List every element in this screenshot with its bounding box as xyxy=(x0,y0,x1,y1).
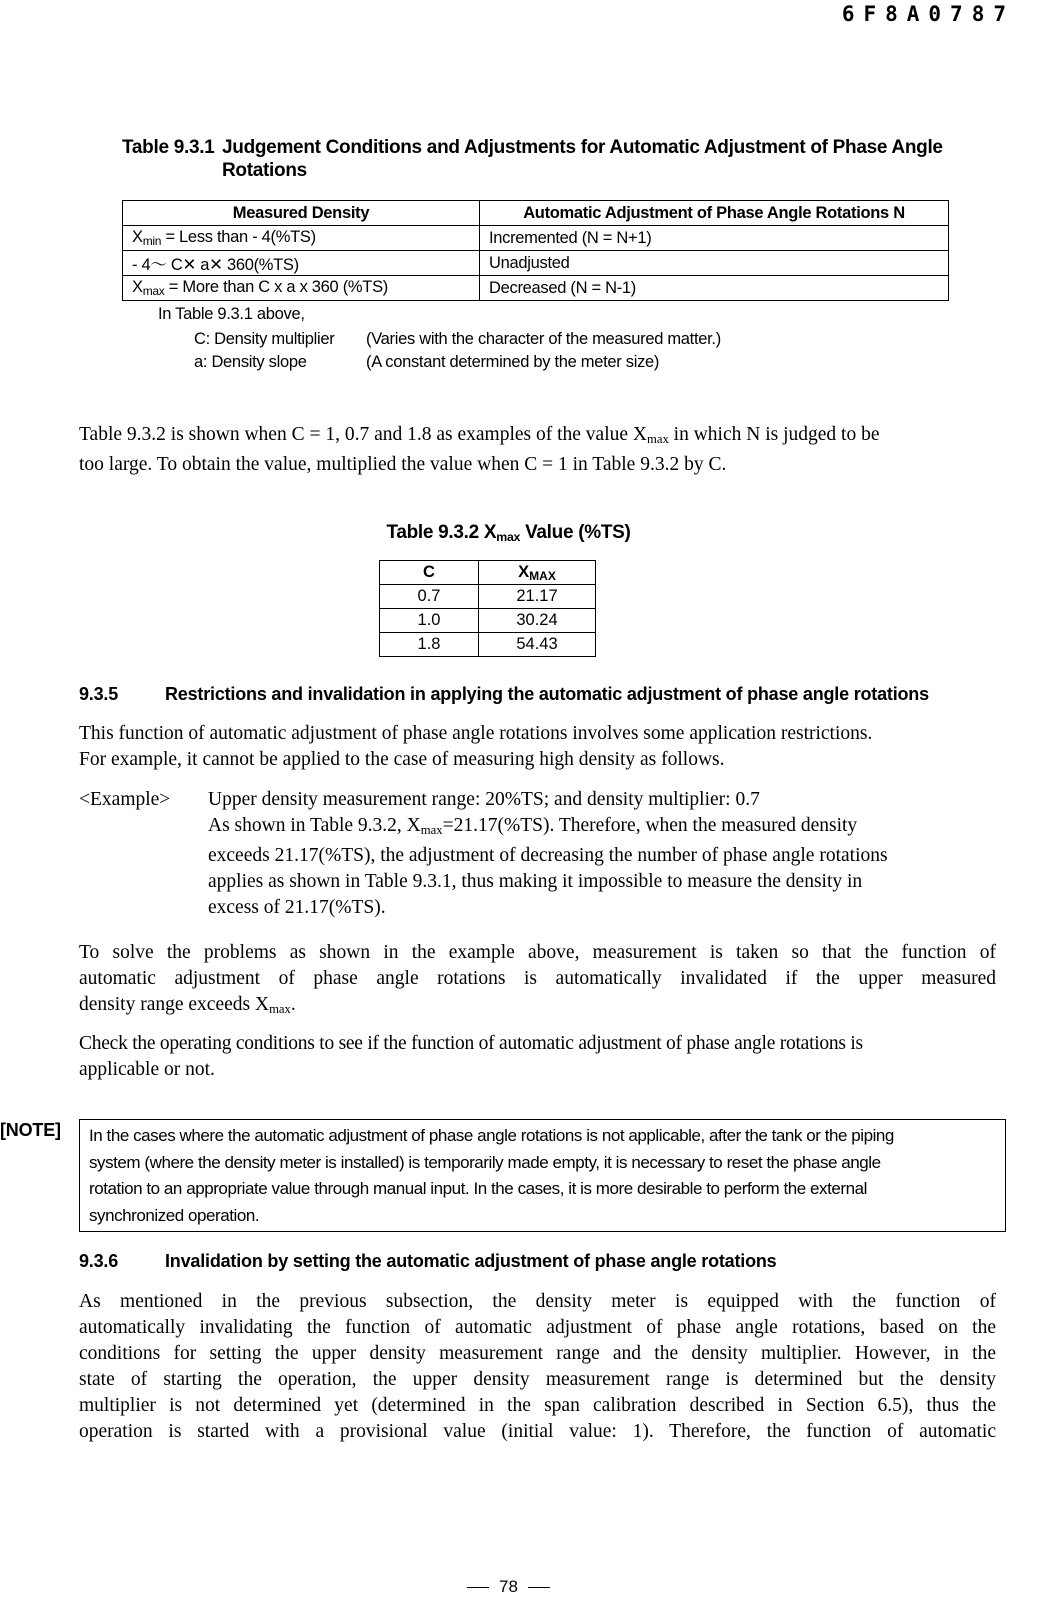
xmax-value: 54.43 xyxy=(479,633,596,657)
table-9-3-1-caption xyxy=(122,137,943,182)
col-header-c: C xyxy=(380,561,479,585)
table-title-line2: Rotations xyxy=(222,160,307,181)
density-cell: - 4～ C✕ a✕ 360(%TS) xyxy=(123,251,480,276)
note-line: system (where the density meter is installed) is temporarily made empty, it is necessary to reset the phase angle xyxy=(89,1152,881,1172)
adjustment-cell: Incremented (N = N+1) xyxy=(480,226,949,251)
note-box xyxy=(79,1119,1006,1232)
table-row xyxy=(380,585,596,609)
table-9-3-2 xyxy=(379,560,596,657)
example-text: Upper density measurement range: 20%TS; and density multiplier: 0.7 As shown in Table 9.3.2, $X_{max}=21.17(\%TS)$. Therefore, when the measured density exceeds 21.17(%TS), the adjustment of decreasing the number of phase angle rotations applies as shown in Table 9.3.1, thus making it impossible to measure the density in excess of 21.17(%TS). xyxy=(208,789,888,918)
table-note-a: a: Density slope (A constant determined by the meter size) xyxy=(194,353,660,371)
intro-paragraph: Table 9.3.2 is shown when C = 1, 0.7 and 1.8 as examples of the value $X_{max}$ in which N is judged to be too large. To obtain the value, multiplied the value when C = 1 in Table 9.3.2 by C. xyxy=(79,424,880,475)
section-9-3-5-paragraph-3: Check the operating conditions to see if the function of automatic adjustment of phase angle rotations is applicable or not. xyxy=(79,1033,863,1080)
c-value: 1.8 xyxy=(380,633,479,657)
table-row xyxy=(123,251,949,276)
table-row xyxy=(123,276,949,301)
note-line: In the cases where the automatic adjustment of phase angle rotations is not applicable, after the tank or the piping xyxy=(89,1126,894,1145)
note-line: synchronized operation. xyxy=(89,1205,260,1225)
page-number-footer xyxy=(0,1577,1017,1597)
example-label: <Example> xyxy=(79,789,171,810)
table-notes-intro: In Table 9.3.1 above, xyxy=(158,305,305,323)
table-title-line1: Judgement Conditions and Adjustments for Automatic Adjustment of Phase Angle xyxy=(222,137,943,158)
table-label: Table 9.3.1 xyxy=(122,137,215,158)
section-9-3-5-paragraph-1: This function of automatic adjustment of phase angle rotations involves some application restrictions. For example, it cannot be applied to the case of measuring high density as follows. xyxy=(79,723,873,770)
section-number: 9.3.6 xyxy=(79,1251,119,1271)
table-9-3-1 xyxy=(122,200,949,301)
adjustment-cell: Decreased (N = N-1) xyxy=(480,276,949,301)
col-header-measured-density: Measured Density xyxy=(123,201,480,226)
section-number: 9.3.5 xyxy=(79,684,119,704)
document-number: 6F8A0787 xyxy=(841,2,1015,26)
density-cell: Xmax = More than C x a x 360 (%TS) xyxy=(123,276,480,301)
c-value: 0.7 xyxy=(380,585,479,609)
table-row xyxy=(123,226,949,251)
table-note-c: C: Density multiplier (Varies with the character of the measured matter.) xyxy=(194,330,721,348)
section-9-3-5-paragraph-2: To solve the problems as shown in the example above, measurement is taken so that the function of automatic adjustment of phase angle rotations is automatically invalidated if the upper measured density range exceeds $X_{max}$. xyxy=(79,942,996,1016)
col-header-adjustment: Automatic Adjustment of Phase Angle Rotations N xyxy=(480,201,949,226)
c-value: 1.0 xyxy=(380,609,479,633)
section-9-3-5-heading xyxy=(79,684,929,705)
note-line: rotation to an appropriate value through manual input. In the cases, it is more desirable to perform the external xyxy=(89,1179,867,1198)
section-9-3-6-paragraph: As mentioned in the previous subsection, the density meter is equipped with the function of automatically invalidating the function of automatic adjustment of phase angle rotations, based on the conditions for setting the upper density measurement range and the density multiplier. However, in the state of starting the operation, the upper density measurement range is determined but the density multiplier is not determined yet (determined in the span calibration described in Section 6.5), thus the operation is started with a provisional value (initial value: 1). Therefore, the function of automatic xyxy=(79,1291,996,1442)
table-9-3-2-caption: Table 9.3.2 $X_{max}$ Value (%TS) xyxy=(386,522,631,544)
note-label: [NOTE] xyxy=(0,1120,61,1140)
density-cell: Xmin = Less than - 4(%TS) xyxy=(123,226,480,251)
section-title: Invalidation by setting the automatic adjustment of phase angle rotations xyxy=(165,1251,777,1271)
section-9-3-6-heading xyxy=(79,1251,776,1272)
adjustment-cell: Unadjusted xyxy=(480,251,949,276)
table-row xyxy=(380,609,596,633)
xmax-value: 30.24 xyxy=(479,609,596,633)
page-number: 78 xyxy=(499,1577,518,1596)
xmax-value: 21.17 xyxy=(479,585,596,609)
section-title: Restrictions and invalidation in applying the automatic adjustment of phase angle rotations xyxy=(165,684,929,704)
table-row xyxy=(380,633,596,657)
col-header-xmax: XMAX xyxy=(479,561,596,585)
